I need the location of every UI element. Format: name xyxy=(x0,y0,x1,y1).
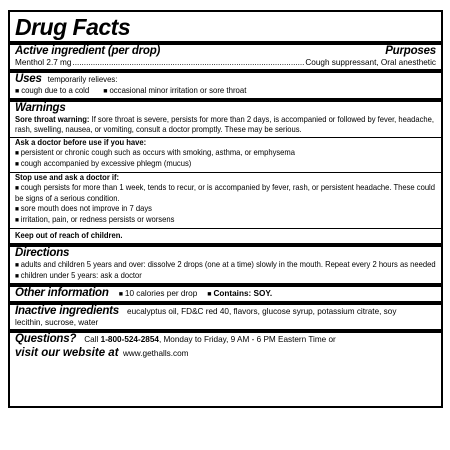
active-ingredient-heading: Active ingredient (per drop) xyxy=(15,45,161,57)
stop-use-heading: Stop use and ask a doctor if: xyxy=(15,173,120,182)
other-info-heading: Other information xyxy=(15,287,109,299)
stop-use-item: ■ irritation, pain, or redness persists or worsens xyxy=(15,215,439,226)
directions-item: ■ children under 5 years: ask a doctor xyxy=(15,271,439,282)
warnings-heading: Warnings xyxy=(15,102,66,114)
call-label: Call xyxy=(84,335,99,344)
stop-use-item: ■ cough persists for more than 1 week, tends to recur, or is accompanied by fever, rash, or persistent headache. These could be signs of a serious condition. xyxy=(15,183,439,204)
ask-doctor-item: ■ cough accompanied by excessive phlegm (mucus) xyxy=(15,159,439,170)
ask-doctor-heading: Ask a doctor before use if you have: xyxy=(15,138,147,147)
inactive-text-line2: lecithin, sucrose, water xyxy=(15,318,99,327)
drug-facts-panel xyxy=(8,10,443,408)
divider-thin xyxy=(10,228,441,229)
questions-heading: Questions? xyxy=(15,333,77,345)
purposes-heading: Purposes xyxy=(385,45,436,57)
directions-item: ■ adults and children 5 years and over: dissolve 2 drops (one at a time) slowly in the mouth. Repeat every 2 hours as needed xyxy=(15,260,439,271)
inactive-text-line1: eucalyptus oil, FD&C red 40, flavors, glucose syrup, potassium citrate, soy xyxy=(127,307,397,316)
directions-heading: Directions xyxy=(15,247,70,259)
visit-label: visit our website at xyxy=(15,347,119,359)
active-ingredient-row xyxy=(15,58,436,68)
inactive-heading: Inactive ingredients xyxy=(15,305,120,317)
other-info-calories: ■ 10 calories per drop xyxy=(119,289,198,298)
uses-row xyxy=(15,73,436,86)
ask-doctor-item: ■ persistent or chronic cough such as occurs with smoking, asthma, or emphysema xyxy=(15,148,439,159)
phone-number[interactable]: 1-800-524-2854 xyxy=(100,335,159,344)
sore-throat-text: If sore throat is severe, persists for more than 2 days, is accompanied or followed by fever, headache, rash, swelling, nausea, or vomiting, consult a doctor promptly. These may be serious. xyxy=(15,115,434,134)
call-hours: , Monday to Friday, 9 AM - 6 PM Eastern Time or xyxy=(158,335,336,344)
leader-dots xyxy=(72,58,304,68)
uses-heading: Uses xyxy=(15,73,42,85)
active-heading-row xyxy=(15,45,436,58)
uses-intro: temporarily relieves: xyxy=(47,75,118,84)
active-ingredient-name: Menthol 2.7 mg xyxy=(15,58,72,67)
stop-use-item: ■ sore mouth does not improve in 7 days xyxy=(15,204,439,215)
other-info-row xyxy=(15,287,436,300)
uses-item: ■ cough due to a cold xyxy=(15,86,89,97)
website-link[interactable]: www.gethalls.com xyxy=(122,349,189,358)
questions-row xyxy=(15,333,436,346)
other-info-contains: ■ Contains: SOY. xyxy=(207,289,272,298)
keep-out-of-reach: Keep out of reach of children. xyxy=(15,231,123,240)
inactive-row xyxy=(15,305,436,318)
active-ingredient-purpose: Cough suppressant, Oral anesthetic xyxy=(305,58,436,67)
uses-item: ■ occasional minor irritation or sore throat xyxy=(103,86,246,97)
sore-throat-warning xyxy=(15,115,439,135)
panel-title: Drug Facts xyxy=(15,14,131,40)
uses-list xyxy=(15,86,436,97)
questions-web-line xyxy=(15,346,436,360)
sore-throat-label: Sore throat warning: xyxy=(15,115,90,124)
